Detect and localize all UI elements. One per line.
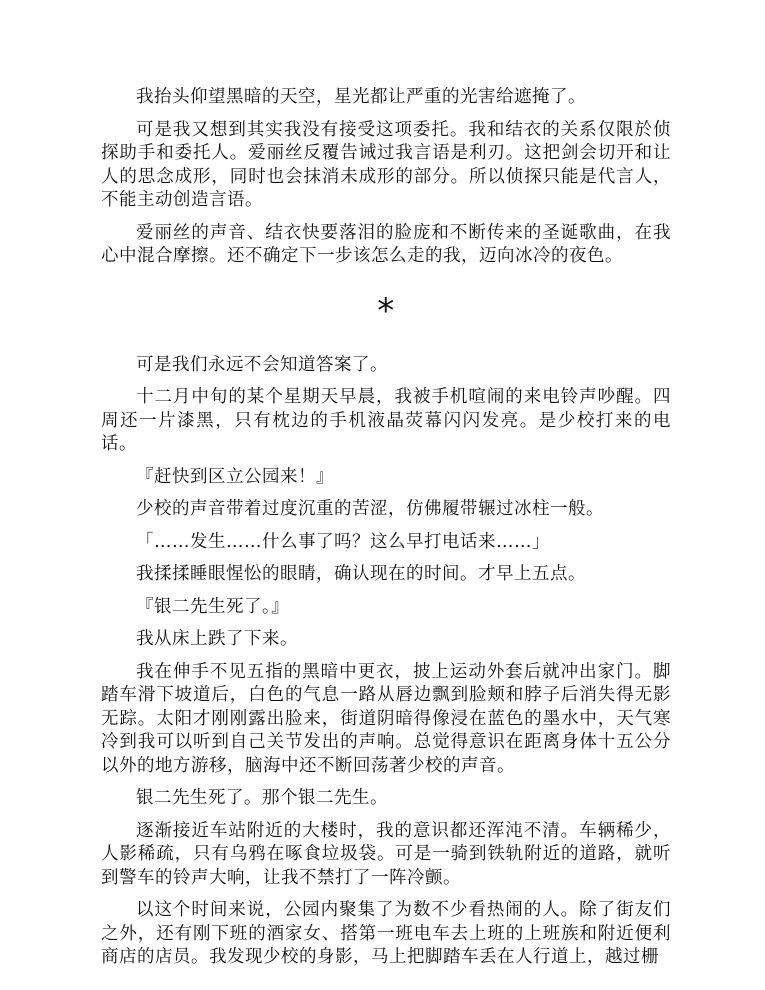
paragraph: 逐渐接近车站附近的大楼时，我的意识都还浑沌不清。车辆稀少，人影稀疏，只有乌鸦在啄食垃圾袋。可是一骑到铁轨附近的道路，就听到警车的铃声大响，让我不禁打了一阵冷颤。	[101, 820, 671, 888]
dialogue-line: 『银二先生死了。』	[136, 596, 290, 617]
paragraph: 十二月中旬的某个星期天早晨，我被手机喧闹的来电铃声吵醒。四周还一片漆黑，只有枕边的手机液晶荧幕闪闪发亮。是少校打来的电话。	[101, 387, 671, 454]
paragraph: 少校的声音带着过度沉重的苦涩，仿佛履带辗过冰柱一般。	[136, 499, 604, 519]
paragraph: 我从床上跌了下来。	[136, 629, 298, 649]
paragraph: 爱丽丝的声音、结衣快要落泪的脸庞和不断传来的圣诞歌曲，在我心中混合摩擦。还不确定下一步该怎么走的我，迈向冰冷的夜色。	[101, 222, 671, 266]
section-divider: *	[377, 290, 395, 331]
paragraph: 银二先生死了。那个银二先生。	[136, 788, 388, 808]
document-page	[101, 86, 671, 979]
paragraph: 可是我们永远不会知道答案了。	[136, 354, 388, 375]
paragraph: 我在伸手不见五指的黑暗中更衣，披上运动外套后就冲出家门。脚踏车滑下坡道后，白色的气息一路从唇边飘到脸颊和脖子后消失得无影无踪。太阳才刚刚露出脸来，街道阴暗得像浸在蓝色的墨水中，天气寒冷到我可以听到自己关节发出的声响。总觉得意识在距离身体十五公分以外的地方游移，脑海中还不断回荡著少校的声音。	[101, 661, 671, 776]
paragraph: 我揉揉睡眼惺忪的眼睛，确认现在的时间。才早上五点。	[136, 564, 586, 584]
paragraph: 以这个时间来说，公园内聚集了为数不少看热闹的人。除了街友们之外，还有刚下班的酒家女、搭第一班电车去上班的上班族和附近便利商店的店员。我发现少校的身影，马上把脚踏车丢在人行道上，越过栅	[101, 900, 671, 967]
paragraph: 可是我又想到其实我没有接受这项委托。我和结衣的关系仅限於侦探助手和委托人。爱丽丝反覆告诫过我言语是利刃。这把剑会切开和让人的思念成形，同时也会抹消未成形的部分。所以侦探只能是代言人，不能主动创造言语。	[101, 119, 671, 210]
dialogue-line: 『赶快到区立公园来！』	[136, 466, 334, 487]
paragraph: 我抬头仰望黑暗的天空，星光都让严重的光害给遮掩了。	[136, 87, 586, 107]
dialogue-line: 「……发生……什么事了吗？这么早打电话来……」	[136, 531, 550, 552]
